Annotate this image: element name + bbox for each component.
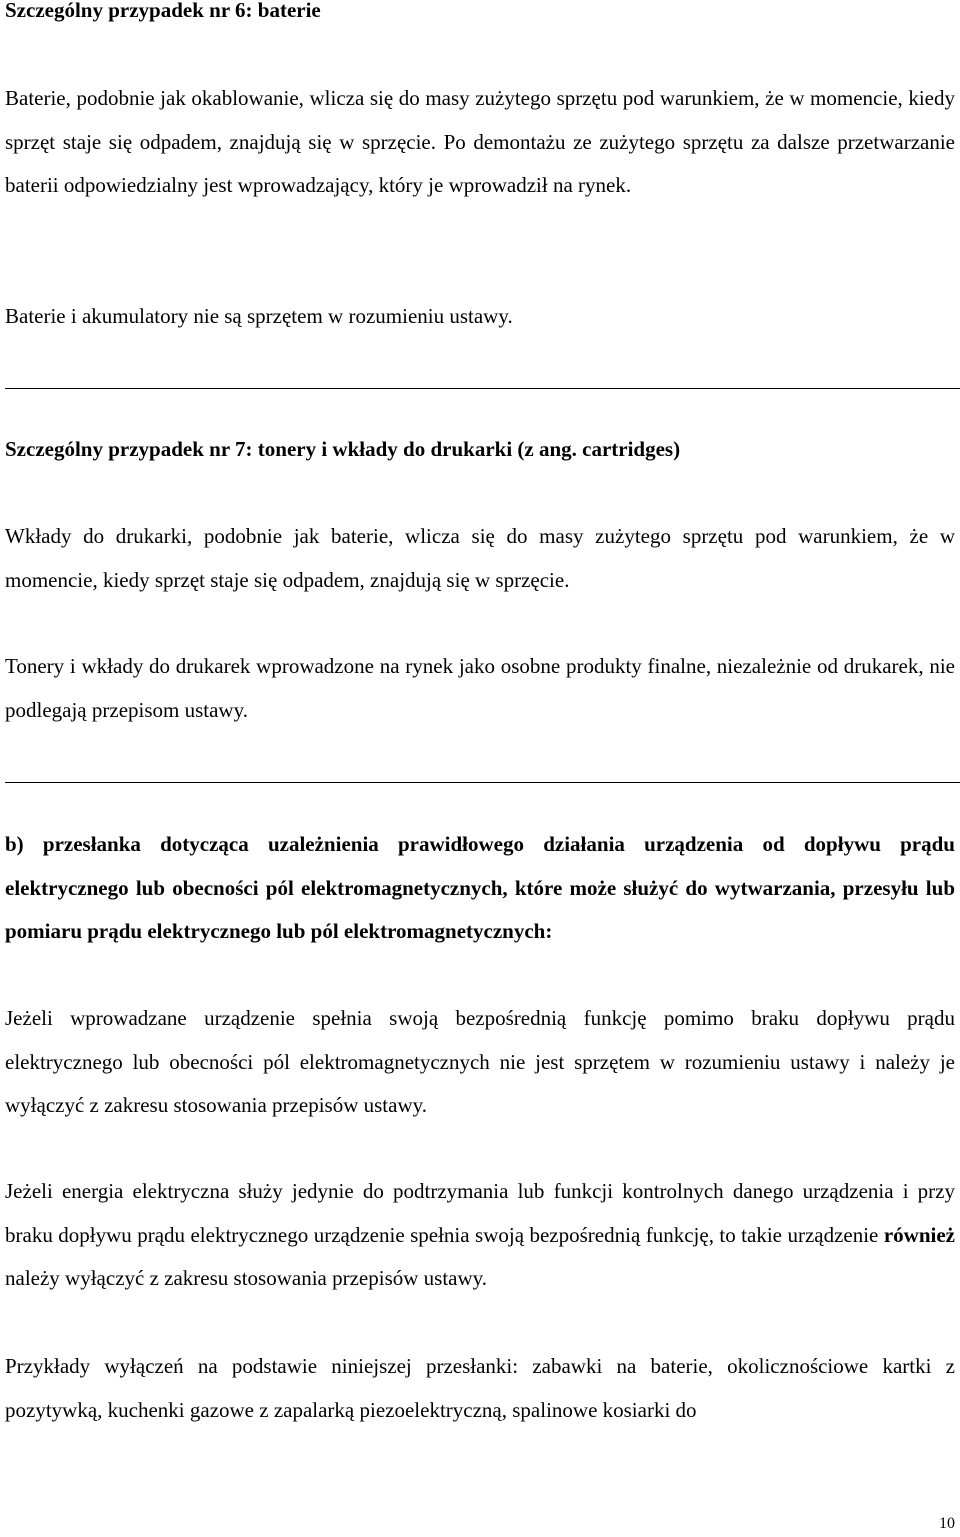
toners-paragraph-1: Wkłady do drukarki, podobnie jak baterie, wlicza się do masy zużytego sprzętu pod warunkiem, że w momencie, kiedy sprzęt staje się odpadem, znajdują się w sprzęcie. (5, 524, 955, 592)
section-heading-toners: Szczególny przypadek nr 7: tonery i wkłady do drukarki (z ang. cartridges) (5, 437, 681, 461)
premise-b-paragraph-2-text-start: Jeżeli energia elektryczna służy jedynie do podtrzymania lub funkcji kontrolnych danego urządzenia i przy braku dopływu prądu elektrycznego urządzenie spełnia swoją bezpośrednią funkcję, to takie urządzenie (5, 1179, 955, 1247)
section-divider (5, 782, 960, 783)
premise-b-paragraph-3: Przykłady wyłączeń na podstawie niniejszej przesłanki: zabawki na baterie, okolicznościowe kartki z pozytywką, kuchenki gazowe z zapalarką piezoelektryczną, spalinowe kosiarki do (5, 1354, 955, 1422)
section-heading-premise-b: b) przesłanka dotycząca uzależnienia prawidłowego działania urządzenia od dopływu prądu elektrycznego lub obecności pól elektromagnetycznych, które może służyć do wytwarzania, przesyłu lub pomiaru prądu elektrycznego lub pól elektromagnetycznych: (5, 832, 955, 943)
premise-b-paragraph-2-text-end: należy wyłączyć z zakresu stosowania przepisów ustawy. (5, 1266, 488, 1290)
document-page (5, 0, 955, 1537)
section-divider (5, 388, 960, 389)
page-number: 10 (939, 1515, 955, 1532)
batteries-paragraph-2: Baterie i akumulatory nie są sprzętem w rozumieniu ustawy. (5, 304, 513, 328)
premise-b-paragraph-2-emphasis: również (883, 1222, 955, 1247)
toners-paragraph-2: Tonery i wkłady do drukarek wprowadzone na rynek jako osobne produkty finalne, niezależnie od drukarek, nie podlegają przepisom ustawy. (5, 654, 955, 722)
section-heading-batteries: Szczególny przypadek nr 6: baterie (5, 0, 321, 22)
premise-b-paragraph-2 (5, 1170, 955, 1301)
premise-b-paragraph-1: Jeżeli wprowadzane urządzenie spełnia swoją bezpośrednią funkcję pomimo braku dopływu prądu elektrycznego lub obecności pól elektromagnetycznych nie jest sprzętem w rozumieniu ustawy i należy je wyłączyć z zakresu stosowania przepisów ustawy. (5, 1006, 955, 1117)
batteries-paragraph-1: Baterie, podobnie jak okablowanie, wlicza się do masy zużytego sprzętu pod warunkiem, że w momencie, kiedy sprzęt staje się odpadem, znajdują się w sprzęcie. Po demontażu ze zużytego sprzętu za dalsze przetwarzanie baterii odpowiedzialny jest wprowadzający, który je wprowadził na rynek. (5, 86, 955, 197)
